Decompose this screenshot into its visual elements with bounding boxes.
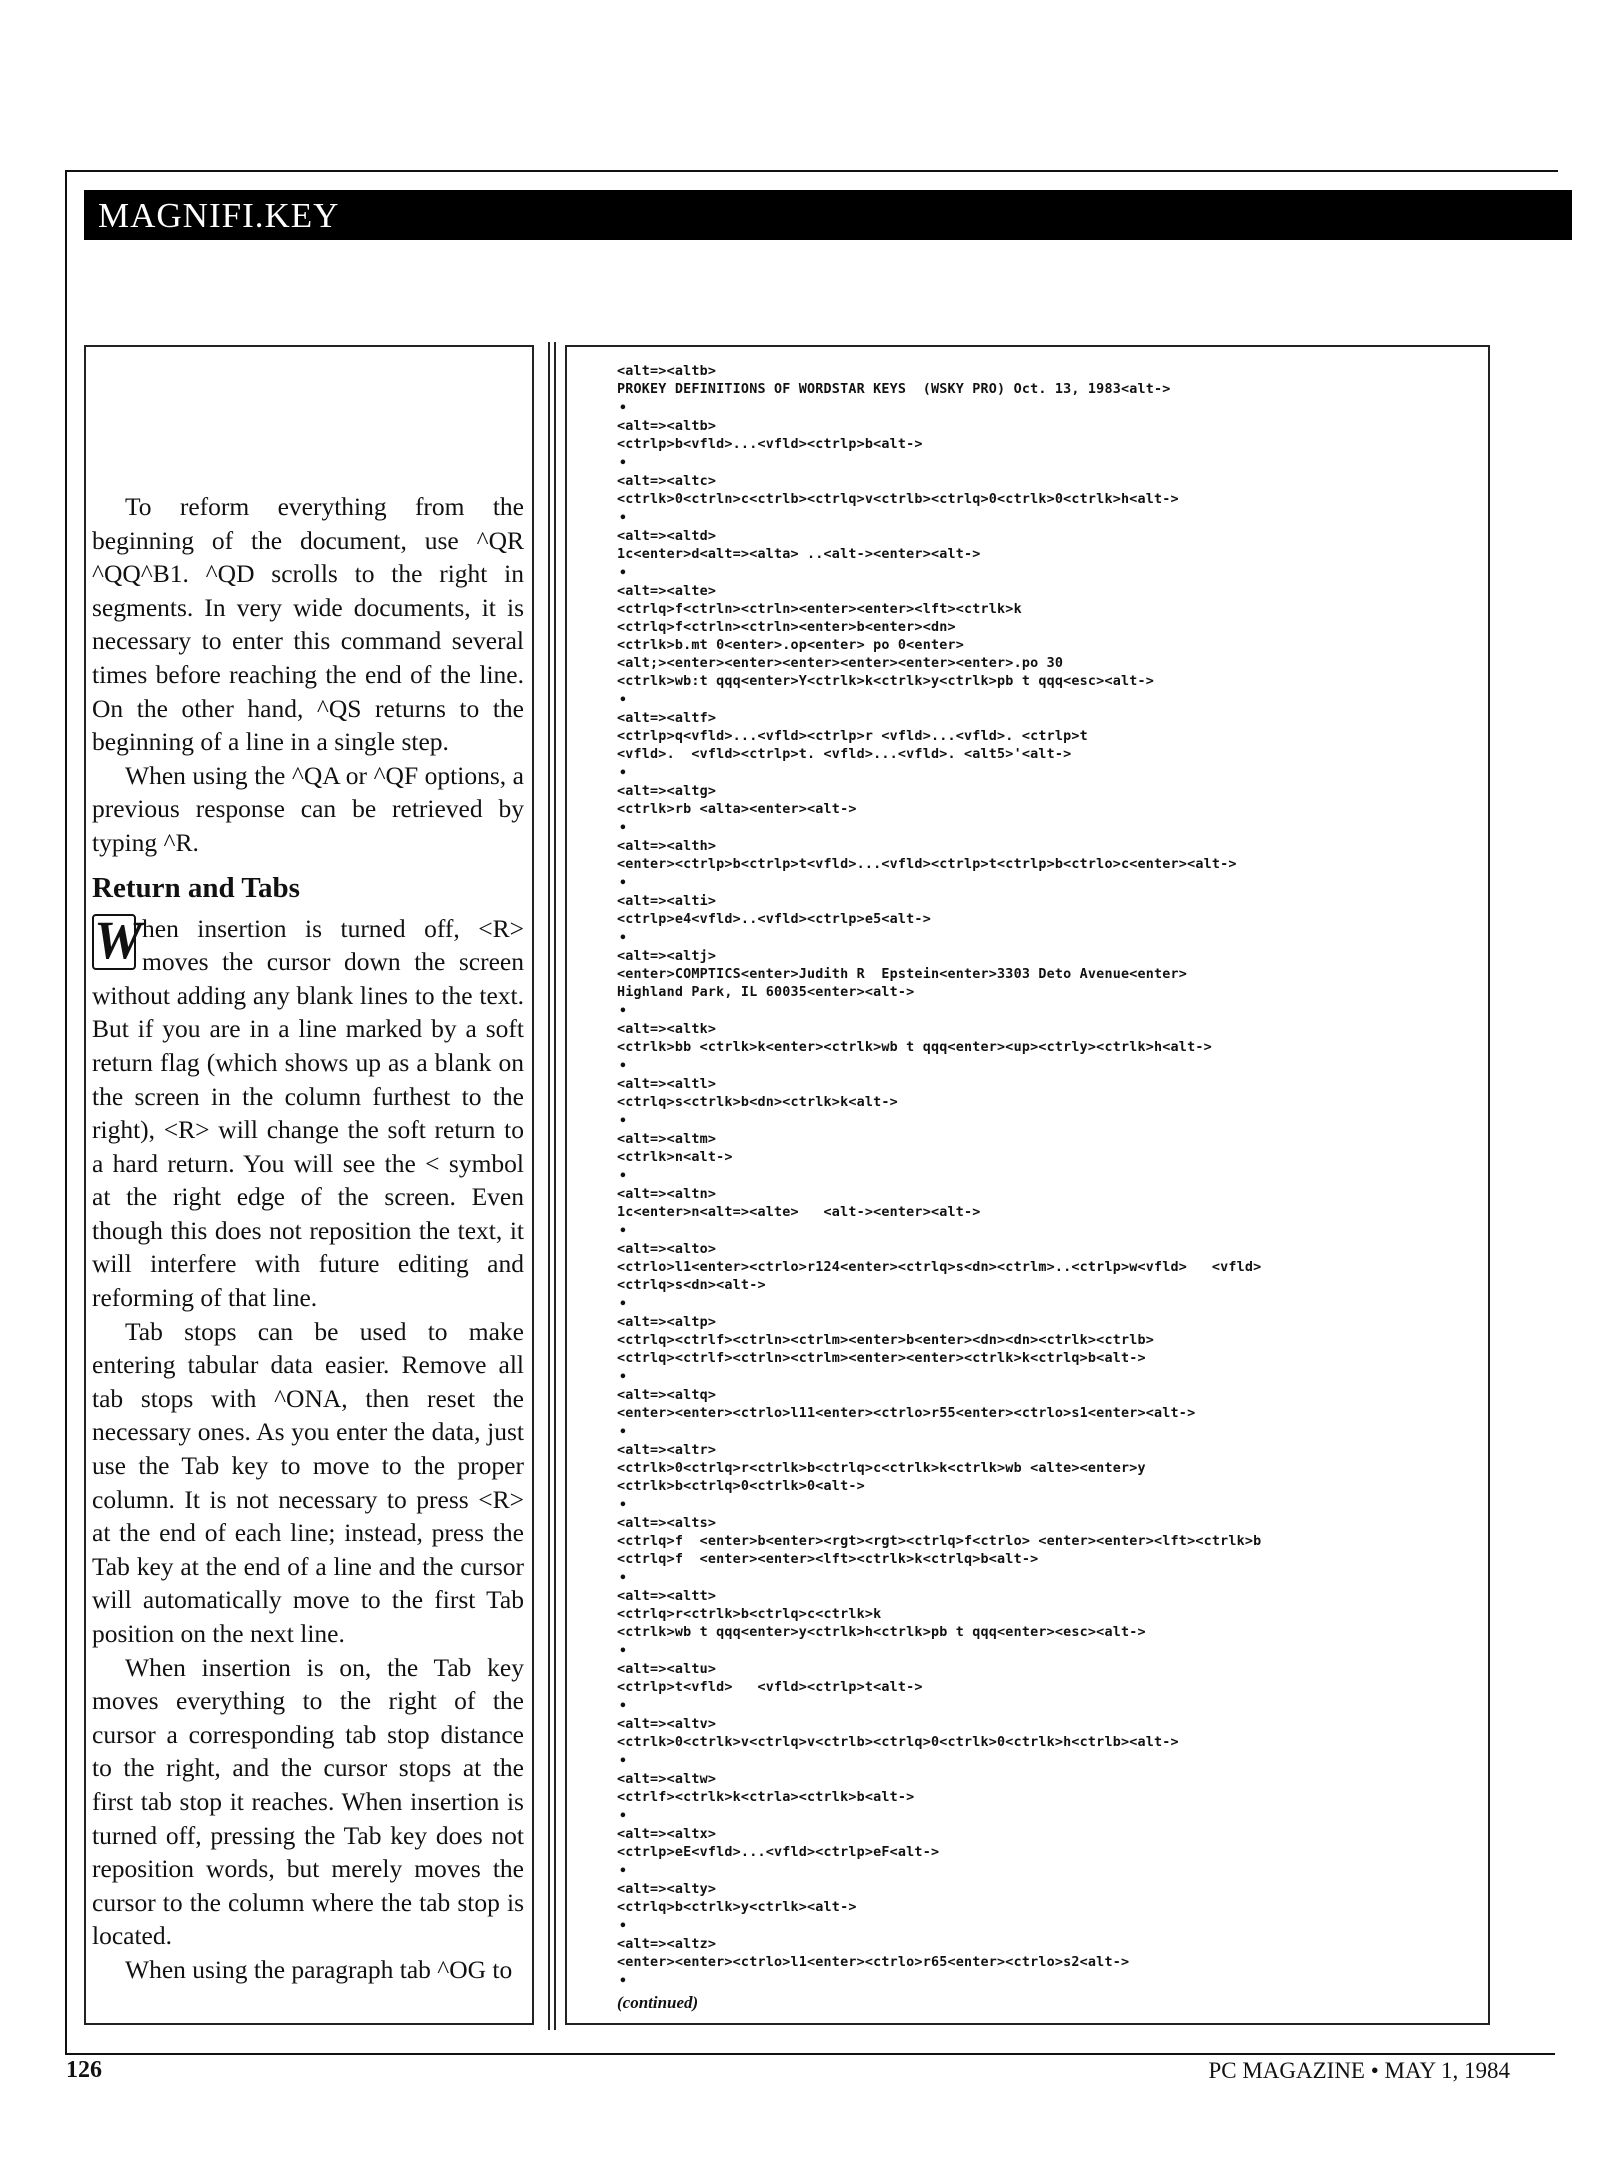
code-line: <ctrlq>s<ctrlk>b<dn><ctrlk>k<alt->: [617, 1095, 898, 1110]
code-line: <alt=><altb>: [617, 419, 717, 434]
entry-separator-bullet: •: [619, 511, 628, 526]
code-line: <alt=><altt>: [617, 1589, 717, 1604]
entry-separator-bullet: •: [619, 1004, 628, 1019]
article-paragraph: When insertion is on, the Tab key moves everything to the right of the cursor a corresponding tab stop distance to the right, and the cursor stops at the first tab stop it reaches. When insertion is turned off, pressing the Tab key does not reposition words, but merely moves the cursor to the column where the tab stop is located.: [92, 1652, 524, 1951]
entry-separator-bullet: •: [619, 821, 628, 836]
code-entry: [617, 583, 1478, 710]
entry-separator-bullet: •: [619, 1864, 628, 1879]
entry-separator-bullet: •: [619, 931, 628, 946]
article-paragraph: [92, 909, 524, 1315]
code-entry: [617, 1314, 1478, 1387]
magazine-footer: PC MAGAZINE • MAY 1, 1984: [1208, 2058, 1510, 2083]
top-rule: [65, 170, 1558, 172]
code-line: <ctrlp>t<vfld> <vfld><ctrlp>t<alt->: [617, 1680, 923, 1695]
code-line: <ctrlq>f<ctrln><ctrln><enter><enter><lft><ctrlk>k: [617, 602, 1022, 617]
column-divider: [548, 342, 550, 2030]
entry-separator-bullet: •: [619, 1699, 628, 1714]
code-entry: [617, 1881, 1478, 1936]
code-line: <ctrlq>b<ctrlk>y<ctrlk><alt->: [617, 1900, 857, 1915]
code-line: <alt=><altn>: [617, 1187, 717, 1202]
code-line: <alt=><altd>: [617, 529, 717, 544]
entry-separator-bullet: •: [619, 1974, 628, 1989]
code-line: PROKEY DEFINITIONS OF WORDSTAR KEYS (WSKY PRO) Oct. 13, 1983<alt->: [617, 382, 1171, 397]
code-listing-box: [565, 345, 1490, 2025]
code-entry: [617, 1771, 1478, 1826]
code-entry: [617, 1826, 1478, 1881]
article-text-column: [84, 345, 534, 2025]
code-line: <alt=><altx>: [617, 1827, 717, 1842]
code-line: <ctrlq>s<dn><alt->: [617, 1278, 766, 1293]
article-paragraph: When using the paragraph tab ^OG to: [125, 1954, 513, 1984]
code-line: <ctrlp>b<vfld>...<vfld><ctrlp>b<alt->: [617, 437, 923, 452]
code-line: <alt=><altk>: [617, 1022, 717, 1037]
code-entry: [617, 473, 1478, 528]
code-line: <ctrlo>l1<enter><ctrlo>r124<enter><ctrlq>s<dn><ctrlm>..<ctrlp>w<vfld> <vfld>: [617, 1260, 1262, 1275]
code-line: <ctrlq>f<ctrln><ctrln><enter>b<enter><dn>: [617, 620, 956, 635]
code-line: <ctrlp>q<vfld>...<vfld><ctrlp>r <vfld>...<vfld>. <ctrlp>t: [617, 729, 1088, 744]
code-entry: [617, 1936, 1478, 1991]
code-entry: [617, 1241, 1478, 1314]
code-line: <alt=><altp>: [617, 1315, 717, 1330]
article-paragraph: Tab stops can be used to make entering tabular data easier. Remove all tab stops with ^ONA, then reset the necessary ones. As you enter the data, just use the Tab key to move to the proper column. It is not necessary to press <R> at the end of each line; instead, press the Tab key at the end of a line and the cursor will automatically move to the first Tab position on the next line.: [92, 1316, 524, 1648]
code-line: <alt=><altq>: [617, 1388, 717, 1403]
code-line: <enter><enter><ctrlo>l11<enter><ctrlo>r55<enter><ctrlo>s1<enter><alt->: [617, 1406, 1196, 1421]
code-entry: [617, 1716, 1478, 1771]
code-listing: [617, 363, 1478, 1991]
code-entry: [617, 838, 1478, 893]
code-entry: [617, 1387, 1478, 1442]
bottom-rule: [65, 2053, 1555, 2055]
code-line: <enter>COMPTICS<enter>Judith R Epstein<enter>3303 Deto Avenue<enter>: [617, 967, 1188, 982]
code-line: <alt=><alti>: [617, 894, 717, 909]
entry-separator-bullet: •: [619, 1919, 628, 1934]
drop-cap-paragraph-text: hen insertion is turned off, <R> moves the cursor down the screen without adding any blank lines to the text. But if you are in a line marked by a soft return flag (which shows up as a blank on the screen in the column furthest to the right), <R> will change the soft return to a hard return. You will see the < symbol at the right edge of the screen. Even though this does not reposition the text, it will interfere with future editing and reforming of that line.: [92, 913, 524, 1313]
entry-separator-bullet: •: [619, 1754, 628, 1769]
entry-separator-bullet: •: [619, 401, 628, 416]
code-line: <alt=><altz>: [617, 1937, 717, 1952]
article-paragraph: To reform everything from the beginning of the document, use ^QR ^QQ^B1. ^QD scrolls to the right in segments. In very wide documents, it is necessary to enter this command several times before reaching the end of the line. On the other hand, ^QS returns to the beginning of a line in a single step.: [92, 492, 524, 757]
code-line: <alt=><alty>: [617, 1882, 717, 1897]
code-line: <ctrlk>0<ctrlq>r<ctrlk>b<ctrlq>c<ctrlk>k<ctrlk>wb <alte><enter>y: [617, 1461, 1146, 1476]
code-line: <ctrlk>n<alt->: [617, 1150, 733, 1165]
entry-separator-bullet: •: [619, 1571, 628, 1586]
code-line: <ctrlp>e4<vfld>..<vfld><ctrlp>e5<alt->: [617, 912, 931, 927]
code-line: <alt=><alto>: [617, 1242, 717, 1257]
code-line: <ctrlq>f <enter>b<enter><rgt><rgt><ctrlq>f<ctrlo> <enter><enter><lft><ctrlk>b: [617, 1534, 1262, 1549]
code-line: <ctrlq>f <enter><enter><lft><ctrlk>k<ctrlq>b<alt->: [617, 1552, 1039, 1567]
column-divider: [554, 342, 556, 2030]
code-entry: [617, 710, 1478, 783]
code-line: <alt=><altr>: [617, 1443, 717, 1458]
left-rule: [65, 170, 67, 2055]
code-line: <ctrlf><ctrlk>k<ctrla><ctrlk>b<alt->: [617, 1790, 915, 1805]
entry-separator-bullet: •: [619, 876, 628, 891]
code-entry: [617, 1442, 1478, 1515]
code-line: <ctrlq><ctrlf><ctrln><ctrlm><enter><enter><ctrlk>k<ctrlq>b<alt->: [617, 1351, 1146, 1366]
code-line: <alt=><altc>: [617, 474, 717, 489]
code-line: <ctrlk>wb t qqq<enter>y<ctrlk>h<ctrlk>pb t qqq<enter><esc><alt->: [617, 1625, 1146, 1640]
code-line: <vfld>. <vfld><ctrlp>t. <vfld>...<vfld>. <alt5>'<alt->: [617, 747, 1072, 762]
code-line: <ctrlk>bb <ctrlk>k<enter><ctrlk>wb t qqq<enter><up><ctrly><ctrlk>h<alt->: [617, 1040, 1212, 1055]
code-line: Highland Park, IL 60035<enter><alt->: [617, 985, 915, 1000]
code-entry: [617, 1131, 1478, 1186]
entry-separator-bullet: •: [619, 566, 628, 581]
code-line: <ctrlk>b<ctrlq>0<ctrlk>0<alt->: [617, 1479, 865, 1494]
entry-separator-bullet: •: [619, 1224, 628, 1239]
code-entry: [617, 1186, 1478, 1241]
code-line: <alt=><altg>: [617, 784, 717, 799]
code-entry: [617, 1021, 1478, 1076]
code-line: <ctrlk>0<ctrln>c<ctrlb><ctrlq>v<ctrlb><ctrlq>0<ctrlk>0<ctrlk>h<alt->: [617, 492, 1179, 507]
entry-separator-bullet: •: [619, 1059, 628, 1074]
code-entry: [617, 893, 1478, 948]
entry-separator-bullet: •: [619, 1425, 628, 1440]
code-line: <alt=><altv>: [617, 1717, 717, 1732]
entry-separator-bullet: •: [619, 1114, 628, 1129]
entry-separator-bullet: •: [619, 766, 628, 781]
page-number: 126: [66, 2057, 102, 2083]
code-line: <alt=><altm>: [617, 1132, 717, 1147]
code-line: <alt=><alte>: [617, 584, 717, 599]
code-line: <ctrlk>b.mt 0<enter>.op<enter> po 0<enter>: [617, 638, 964, 653]
code-line: <alt=><altl>: [617, 1077, 717, 1092]
code-entry: [617, 948, 1478, 1021]
code-line: 1c<enter>d<alt=><alta> ..<alt-><enter><alt->: [617, 547, 981, 562]
entry-separator-bullet: •: [619, 1644, 628, 1659]
code-entry: [617, 783, 1478, 838]
code-line: <ctrlk>0<ctrlk>v<ctrlq>v<ctrlb><ctrlq>0<ctrlk>0<ctrlk>h<ctrlb><alt->: [617, 1735, 1179, 1750]
code-line: <alt=><altf>: [617, 711, 717, 726]
code-line: <ctrlk>wb:t qqq<enter>Y<ctrlk>k<ctrlk>y<ctrlk>pb t qqq<esc><alt->: [617, 674, 1155, 689]
code-line: <alt=><altw>: [617, 1772, 717, 1787]
code-line: <ctrlq><ctrlf><ctrln><ctrlm><enter>b<enter><dn><dn><ctrlk><ctrlb>: [617, 1333, 1155, 1348]
code-line: <ctrlq>r<ctrlk>b<ctrlq>c<ctrlk>k: [617, 1607, 882, 1622]
entry-separator-bullet: •: [619, 1370, 628, 1385]
code-entry: [617, 528, 1478, 583]
code-entry: [617, 1588, 1478, 1661]
code-line: <ctrlp>eE<vfld>...<vfld><ctrlp>eF<alt->: [617, 1845, 940, 1860]
code-line: <alt=><altb>: [617, 364, 717, 379]
code-line: <alt=><alts>: [617, 1516, 717, 1531]
entry-separator-bullet: •: [619, 1498, 628, 1513]
code-line: <alt=><altu>: [617, 1662, 717, 1677]
entry-separator-bullet: •: [619, 1169, 628, 1184]
code-line: <enter><ctrlp>b<ctrlp>t<vfld>...<vfld><ctrlp>t<ctrlp>b<ctrlo>c<enter><alt->: [617, 857, 1237, 872]
code-entry: [617, 418, 1478, 473]
drop-cap: W: [94, 909, 143, 970]
code-entry: [617, 1515, 1478, 1588]
code-line: <ctrlk>rb <alta><enter><alt->: [617, 802, 857, 817]
code-line: 1c<enter>n<alt=><alte> <alt-><enter><alt->: [617, 1205, 981, 1220]
entry-separator-bullet: •: [619, 1809, 628, 1824]
section-heading: Return and Tabs: [92, 871, 300, 904]
entry-separator-bullet: •: [619, 456, 628, 471]
continued-label: (continued): [617, 1993, 699, 2012]
column-banner-title: MAGNIFI.KEY: [84, 190, 1572, 240]
entry-separator-bullet: •: [619, 693, 628, 708]
code-line: <enter><enter><ctrlo>l1<enter><ctrlo>r65<enter><ctrlo>s2<alt->: [617, 1955, 1130, 1970]
article-paragraph: When using the ^QA or ^QF options, a previous response can be retrieved by typing ^R.: [92, 760, 524, 857]
code-line: <alt=><altj>: [617, 949, 717, 964]
code-entry: [617, 1076, 1478, 1131]
code-entry: [617, 1661, 1478, 1716]
entry-separator-bullet: •: [619, 1297, 628, 1312]
code-line: <alt=><alth>: [617, 839, 717, 854]
code-entry: [617, 363, 1478, 418]
code-line: <alt;><enter><enter><enter><enter><enter><enter>.po 30: [617, 656, 1064, 671]
